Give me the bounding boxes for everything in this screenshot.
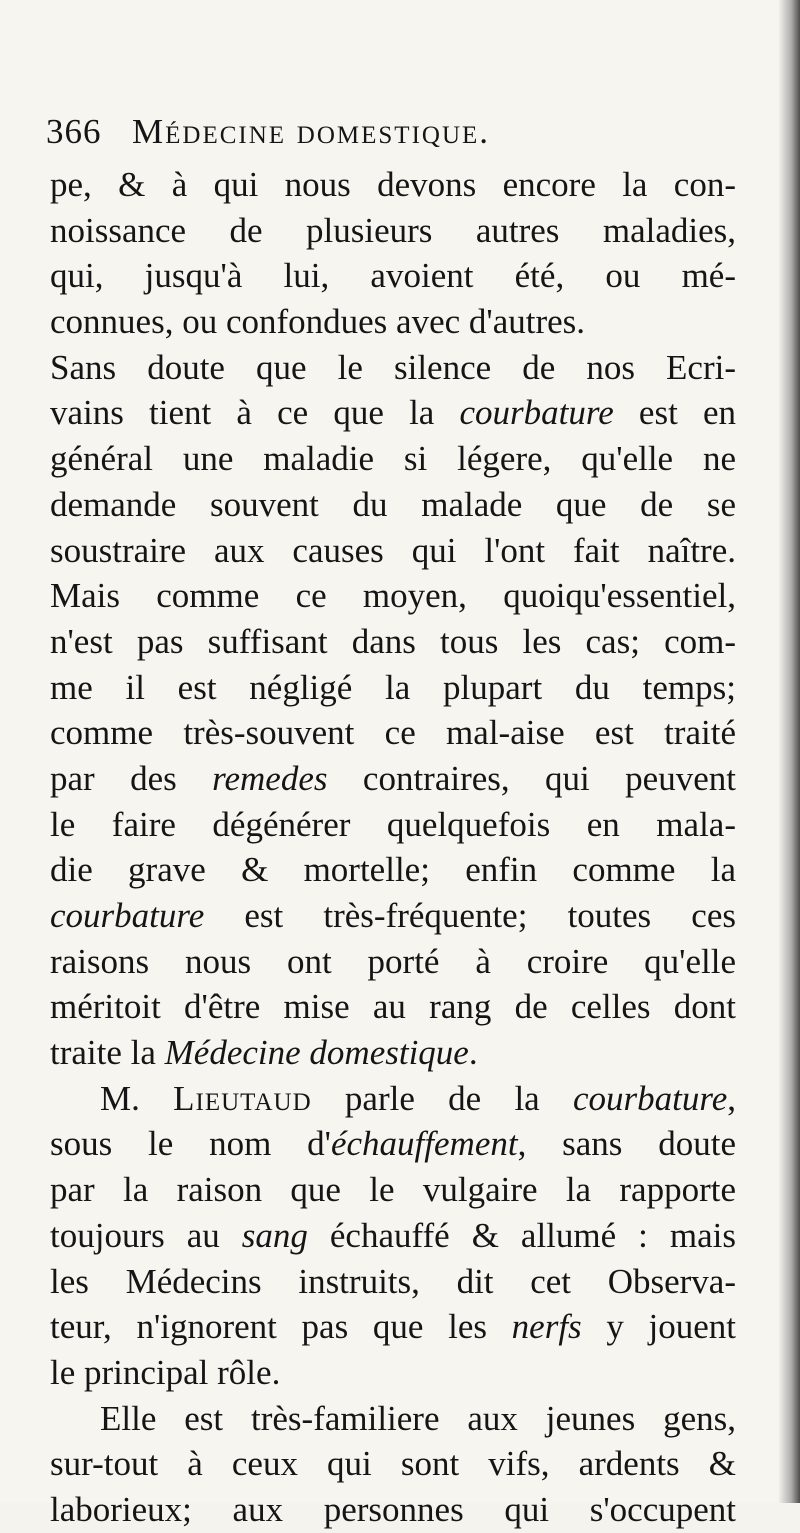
text-line <box>50 1030 736 1076</box>
text-fragment: qui, jusqu'à lui, avoient été, ou mé- <box>50 256 736 296</box>
italic-term: Médecine domestique <box>164 1033 469 1073</box>
text-line <box>50 573 736 619</box>
text-fragment: sous le nom d' <box>50 1124 331 1164</box>
text-line <box>50 162 736 208</box>
text-fragment: Elle est très-familiere aux jeunes gens, <box>100 1398 736 1438</box>
text-line <box>50 893 736 939</box>
text-line <box>50 482 736 528</box>
italic-term: échauffement <box>330 1124 518 1164</box>
text-line <box>50 802 736 848</box>
text-fragment: , sans doute <box>517 1124 736 1164</box>
text-fragment: les Médecins instruits, dit cet Observa- <box>50 1261 736 1301</box>
text-fragment: demande souvent du malade que de se <box>50 484 736 524</box>
text-line <box>50 299 736 345</box>
text-fragment: méritoit d'être mise au rang de celles dont <box>50 987 736 1027</box>
text-fragment: par des <box>50 758 213 798</box>
text-fragment: y jouent <box>581 1307 737 1347</box>
text-fragment: est en <box>613 393 736 433</box>
text-fragment: . <box>468 1033 478 1073</box>
italic-term: remedes <box>212 758 328 798</box>
text-fragment: le faire dégénérer quelquefois en mala- <box>50 804 736 844</box>
text-line <box>50 619 736 665</box>
text-line <box>50 436 736 482</box>
text-fragment: toujours au <box>50 1215 242 1255</box>
body-text <box>50 162 736 1533</box>
text-line <box>50 1121 736 1167</box>
page-number: 366 <box>46 112 102 151</box>
text-fragment: pe, & à qui nous devons encore la con- <box>50 165 736 204</box>
text-line <box>50 939 736 985</box>
text-fragment: die grave & mortelle; enfin comme la <box>50 850 736 890</box>
text-line <box>50 1259 736 1305</box>
text-fragment: vains tient à ce que la <box>50 393 460 433</box>
text-line <box>50 208 736 254</box>
italic-term: nerfs <box>511 1307 582 1347</box>
text-fragment: sur-tout à ceux qui sont vifs, ardents & <box>50 1444 736 1484</box>
italic-term: courbature <box>50 896 205 935</box>
text-line <box>50 253 736 299</box>
text-fragment: Mais comme ce moyen, quoiqu'essentiel, <box>50 576 736 616</box>
italic-term: courbature <box>573 1078 728 1118</box>
text-line <box>50 1213 736 1259</box>
text-fragment: traite la <box>50 1033 165 1073</box>
text-fragment: , <box>727 1078 736 1118</box>
italic-term: sang <box>241 1215 308 1255</box>
text-line <box>50 1304 736 1350</box>
running-header <box>46 112 746 162</box>
text-fragment: n'est pas suffisant dans tous les cas; com- <box>50 621 736 661</box>
text-fragment: noissance de plusieurs autres maladies, <box>50 210 736 250</box>
text-line <box>50 1441 736 1487</box>
text-line <box>50 756 736 802</box>
text-line <box>50 1487 736 1533</box>
text-line <box>50 665 736 711</box>
text-fragment: est très-fréquente; toutes ces <box>204 896 736 935</box>
text-fragment: le principal rôle. <box>50 1352 281 1392</box>
text-fragment: connues, ou confondues avec d'autres. <box>50 302 586 342</box>
text-fragment: me il est négligé la plupart du temps; <box>50 667 736 707</box>
text-fragment: soustraire aux causes qui l'ont fait naître. <box>50 530 736 570</box>
text-line <box>50 1350 736 1396</box>
text-line <box>50 528 736 574</box>
text-fragment: M. <box>100 1078 174 1118</box>
text-fragment: comme très-souvent ce mal-aise est traité <box>50 713 736 753</box>
text-line <box>50 710 736 756</box>
text-fragment: général une maladie si légere, qu'elle ne <box>50 439 736 479</box>
author-name: Lieutaud <box>173 1078 312 1118</box>
page-edge-shadow <box>778 0 800 1503</box>
text-fragment: laborieux; aux personnes qui s'occupent <box>50 1489 736 1529</box>
italic-term: courbature <box>459 393 614 433</box>
text-fragment: teur, n'ignorent pas que les <box>50 1307 512 1347</box>
text-fragment: Sans doute que le silence de nos Ecri- <box>50 347 736 387</box>
text-fragment: contraires, qui peuvent <box>327 758 736 798</box>
text-fragment: échauffé & allumé : mais <box>307 1215 736 1255</box>
text-line <box>50 1076 736 1122</box>
text-fragment: raisons nous ont porté à croire qu'elle <box>50 941 736 981</box>
text-fragment: parle de la <box>311 1078 573 1118</box>
text-fragment: par la raison que le vulgaire la rapporte <box>50 1170 736 1210</box>
running-title: Médecine domestique. <box>132 112 491 151</box>
text-line <box>50 847 736 893</box>
text-line <box>50 984 736 1030</box>
text-line <box>50 1167 736 1213</box>
text-line <box>50 390 736 436</box>
text-line <box>50 1396 736 1442</box>
text-line <box>50 345 736 391</box>
